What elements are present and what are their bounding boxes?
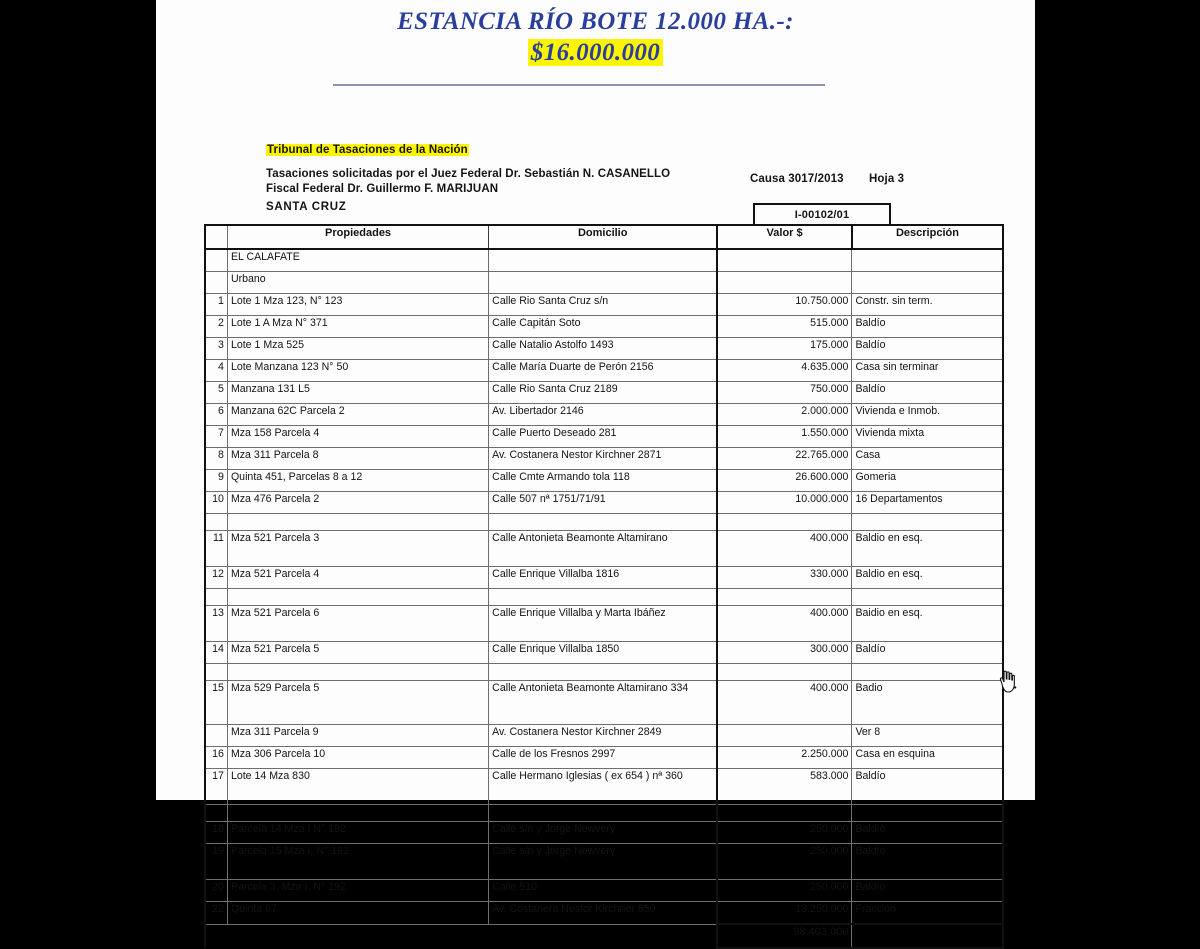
cell-address: Calle Enrique Villalba 1850 <box>489 642 718 664</box>
document-page <box>156 0 1035 938</box>
cell-value: 4.635.000 <box>717 360 852 382</box>
cell-description: Casa sin terminar <box>852 360 1003 382</box>
table-spacer-row <box>205 514 1003 531</box>
slide-title-amount: $16.000.000 <box>528 39 663 66</box>
cell-value: 250.000 <box>717 822 852 844</box>
table-row[interactable] <box>205 338 1003 360</box>
column-header-num <box>205 225 227 249</box>
document-code-box: I-00102/01 <box>753 203 891 226</box>
cell-address: Calle Rio Santa Cruz 2189 <box>489 382 718 404</box>
cell-row-number: 12 <box>205 567 227 589</box>
column-header-description: Descripción <box>852 225 1003 249</box>
cell-description <box>852 249 1003 272</box>
cell-empty <box>227 514 488 531</box>
table-row[interactable] <box>205 249 1003 272</box>
cell-empty <box>852 589 1003 606</box>
document-organization: Tribunal de Tasaciones de la Nación <box>267 144 468 156</box>
document-case-number: Causa 3017/2013 <box>750 173 844 185</box>
cell-value: 583.000 <box>717 769 852 805</box>
table-total-row <box>205 924 1003 948</box>
cell-address: Calle Puerto Deseado 281 <box>489 426 718 448</box>
table-row[interactable] <box>205 769 1003 805</box>
cell-property: Mza 521 Parcela 5 <box>227 642 488 664</box>
cell-address: Calle María Duarte de Perón 2156 <box>489 360 718 382</box>
column-header-value: Valor $ <box>717 225 852 249</box>
table-row[interactable] <box>205 822 1003 844</box>
table-spacer-row <box>205 805 1003 822</box>
cell-empty <box>717 664 852 681</box>
cell-description: Baldío <box>852 769 1003 805</box>
cell-address: Calle 507 nª 1751/71/91 <box>489 492 718 514</box>
cell-property: Mza 306 Parcela 10 <box>227 747 488 769</box>
cell-row-number: 11 <box>205 531 227 567</box>
cell-address <box>489 272 718 294</box>
cell-address: Calle Enrique Villalba y Marta Ibáñez <box>489 606 718 642</box>
cell-description: Baldío <box>852 316 1003 338</box>
cell-property: Mza 521 Parcela 4 <box>227 567 488 589</box>
letterbox-right <box>1035 0 1200 800</box>
cell-property: Parcela 14 Mza I N° 192 <box>227 822 488 844</box>
cell-description: Vivienda mixta <box>852 426 1003 448</box>
tasacion-document <box>156 0 1035 938</box>
cell-description: 16 Departamentos <box>852 492 1003 514</box>
cell-address: Calle 510 <box>489 880 718 902</box>
table-row[interactable] <box>205 725 1003 747</box>
cell-description: Baldio en esq. <box>852 567 1003 589</box>
cell-row-number: 15 <box>205 681 227 725</box>
table-spacer-row <box>205 664 1003 681</box>
cell-empty <box>227 589 488 606</box>
cell-row-number: 8 <box>205 448 227 470</box>
hand-pointer-cursor <box>995 668 1017 694</box>
cell-value: 330.000 <box>717 567 852 589</box>
cell-value: 13.250.000 <box>717 902 852 925</box>
cell-empty <box>205 805 227 822</box>
cell-description: Casa <box>852 448 1003 470</box>
cell-value: 10.000.000 <box>717 492 852 514</box>
table-row[interactable] <box>205 294 1003 316</box>
cell-total-value: 98.403.000 <box>717 924 852 948</box>
cell-row-number: 17 <box>205 769 227 805</box>
table-row[interactable] <box>205 642 1003 664</box>
cell-value: 515.000 <box>717 316 852 338</box>
cell-description: Baldío <box>852 844 1003 880</box>
table-row[interactable] <box>205 492 1003 514</box>
cell-row-number: 1 <box>205 294 227 316</box>
table-row[interactable] <box>205 902 1003 925</box>
cell-empty <box>717 514 852 531</box>
table-row[interactable] <box>205 316 1003 338</box>
cell-row-number <box>205 725 227 747</box>
cell-empty <box>717 805 852 822</box>
cell-row-number <box>205 272 227 294</box>
cell-row-number: 18 <box>205 822 227 844</box>
cell-address: Av. Costanera Nestor Kirchner 650 <box>489 902 718 925</box>
cell-address: Calle Antonieta Beamonte Altamirano 334 <box>489 681 718 725</box>
document-province: SANTA CRUZ <box>266 201 347 213</box>
cell-description: Gomeria <box>852 470 1003 492</box>
cell-address: Calle Hermano Iglesias ( ex 654 ) nª 360 <box>489 769 718 805</box>
cell-description: Baldío <box>852 880 1003 902</box>
cell-description: Casa en esquina <box>852 747 1003 769</box>
cell-value: 26.600.000 <box>717 470 852 492</box>
cell-description: Vivienda e Inmob. <box>852 404 1003 426</box>
cell-row-number: 19 <box>205 844 227 880</box>
cell-row-number <box>205 249 227 272</box>
cell-description: Baldío <box>852 382 1003 404</box>
cell-empty <box>489 514 718 531</box>
document-judge-line: Tasaciones solicitadas por el Juez Federal Dr. Sebastián N. CASANELLO <box>266 168 671 180</box>
cell-description: Badio <box>852 681 1003 725</box>
cell-row-number: 14 <box>205 642 227 664</box>
cell-description: Baidio en esq. <box>852 606 1003 642</box>
cell-empty <box>852 805 1003 822</box>
cell-description: Baldio en esq. <box>852 531 1003 567</box>
cell-description: Fracción <box>852 902 1003 925</box>
cell-row-number: 7 <box>205 426 227 448</box>
cell-empty <box>205 924 227 948</box>
cell-empty <box>227 664 488 681</box>
cell-value: 400.000 <box>717 606 852 642</box>
cell-empty <box>205 664 227 681</box>
cell-property: Manzana 62C Parcela 2 <box>227 404 488 426</box>
cell-address: Calle Natalio Astolfo 1493 <box>489 338 718 360</box>
slide-title-line1: ESTANCIA RÍO BOTE 12.000 HA.-: <box>397 8 794 35</box>
cell-property: EL CALAFATE <box>227 249 488 272</box>
table-row[interactable] <box>205 382 1003 404</box>
cell-empty <box>717 589 852 606</box>
cell-empty <box>489 805 718 822</box>
column-header-properties: Propiedades <box>227 225 488 249</box>
cell-property: Mza 476 Parcela 2 <box>227 492 488 514</box>
cell-empty <box>205 514 227 531</box>
cell-address: Av. Costanera Nestor Kirchner 2849 <box>489 725 718 747</box>
cell-address <box>489 249 718 272</box>
cell-property: Manzana 131 L5 <box>227 382 488 404</box>
cell-address: Calle Capitán Soto <box>489 316 718 338</box>
cell-property: Quinta 67 <box>227 902 488 925</box>
cell-row-number: 22 <box>205 902 227 925</box>
table-row[interactable] <box>205 531 1003 567</box>
cell-empty <box>227 805 488 822</box>
table-row[interactable] <box>205 360 1003 382</box>
cell-empty <box>489 589 718 606</box>
cell-address: Av. Libertador 2146 <box>489 404 718 426</box>
cell-row-number: 6 <box>205 404 227 426</box>
cell-value: 250.000 <box>717 844 852 880</box>
cell-row-number: 5 <box>205 382 227 404</box>
table-row[interactable] <box>205 272 1003 294</box>
column-header-address: Domicilio <box>489 225 718 249</box>
cell-row-number: 10 <box>205 492 227 514</box>
cell-description: Constr. sin term. <box>852 294 1003 316</box>
cell-description: Baldío <box>852 642 1003 664</box>
table-row[interactable] <box>205 426 1003 448</box>
cell-description: Baldío <box>852 822 1003 844</box>
cell-description <box>852 272 1003 294</box>
cell-value: 400.000 <box>717 531 852 567</box>
cell-property: Parcela 3, Mza I, N° 192 <box>227 880 488 902</box>
cell-value: 2.000.000 <box>717 404 852 426</box>
cell-address: Calle Cmte Armando tola 118 <box>489 470 718 492</box>
properties-table <box>204 224 1004 949</box>
cell-value: 300.000 <box>717 642 852 664</box>
cell-property: Quinta 451, Parcelas 8 a 12 <box>227 470 488 492</box>
cell-row-number: 16 <box>205 747 227 769</box>
cell-address: Calle Enrique Villalba 1816 <box>489 567 718 589</box>
cell-address: Calle Rio Santa Cruz s/n <box>489 294 718 316</box>
cell-property: Lote 1 Mza 123, N° 123 <box>227 294 488 316</box>
cell-row-number: 2 <box>205 316 227 338</box>
cell-value: 10.750.000 <box>717 294 852 316</box>
cell-empty <box>852 924 1003 948</box>
cell-property: Lote 1 A Mza N° 371 <box>227 316 488 338</box>
cell-address: Calle de los Fresnos 2997 <box>489 747 718 769</box>
table-row[interactable] <box>205 681 1003 725</box>
cell-value: 22.765.000 <box>717 448 852 470</box>
cell-property: Urbano <box>227 272 488 294</box>
cell-row-number: 13 <box>205 606 227 642</box>
document-prosecutor-line: Fiscal Federal Dr. Guillermo F. MARIJUAN <box>266 183 499 195</box>
table-row[interactable] <box>205 448 1003 470</box>
cell-empty <box>489 664 718 681</box>
cell-property: Mza 311 Parcela 8 <box>227 448 488 470</box>
cell-property: Lote 1 Mza 525 <box>227 338 488 360</box>
cell-value: 1.550.000 <box>717 426 852 448</box>
table-row[interactable] <box>205 747 1003 769</box>
cell-empty <box>205 589 227 606</box>
table-row[interactable] <box>205 880 1003 902</box>
cell-empty <box>489 924 718 948</box>
letterbox-left <box>0 0 156 800</box>
cell-property: Parcela 15 Mza I, N° 192 <box>227 844 488 880</box>
cell-address: Calle Antonieta Beamonte Altamirano <box>489 531 718 567</box>
table-row[interactable] <box>205 844 1003 880</box>
cell-value <box>717 249 852 272</box>
cell-value: 250.000 <box>717 880 852 902</box>
cell-property: Mza 158 Parcela 4 <box>227 426 488 448</box>
cell-property: Lote 14 Mza 830 <box>227 769 488 805</box>
cell-row-number: 4 <box>205 360 227 382</box>
cell-empty <box>852 514 1003 531</box>
table-row[interactable] <box>205 470 1003 492</box>
cell-address: Calle s/n y Jorge Newvery <box>489 822 718 844</box>
cell-empty <box>227 924 488 948</box>
cell-value: 400.000 <box>717 681 852 725</box>
cell-address: Av. Costanera Nestor Kirchner 2871 <box>489 448 718 470</box>
table-row[interactable] <box>205 567 1003 589</box>
cell-empty <box>852 664 1003 681</box>
cell-property: Mza 521 Parcela 6 <box>227 606 488 642</box>
cell-row-number: 20 <box>205 880 227 902</box>
table-row[interactable] <box>205 606 1003 642</box>
cell-property: Mza 521 Parcela 3 <box>227 531 488 567</box>
cell-value: 750.000 <box>717 382 852 404</box>
cell-address: Calle s/n y Jorge Newvery <box>489 844 718 880</box>
cell-description: Ver 8 <box>852 725 1003 747</box>
cell-value <box>717 725 852 747</box>
cell-property: Mza 529 Parcela 5 <box>227 681 488 725</box>
cell-property: Lote Manzana 123 N° 50 <box>227 360 488 382</box>
cell-row-number: 9 <box>205 470 227 492</box>
cell-value <box>717 272 852 294</box>
table-header <box>205 225 1003 249</box>
cell-description: Baldío <box>852 338 1003 360</box>
cell-value: 2.250.000 <box>717 747 852 769</box>
cell-property: Mza 311 Parcela 9 <box>227 725 488 747</box>
table-row[interactable] <box>205 404 1003 426</box>
table-body <box>205 249 1003 948</box>
cell-row-number: 3 <box>205 338 227 360</box>
cell-value: 175.000 <box>717 338 852 360</box>
document-sheet-number: Hoja 3 <box>869 173 905 185</box>
table-spacer-row <box>205 589 1003 606</box>
